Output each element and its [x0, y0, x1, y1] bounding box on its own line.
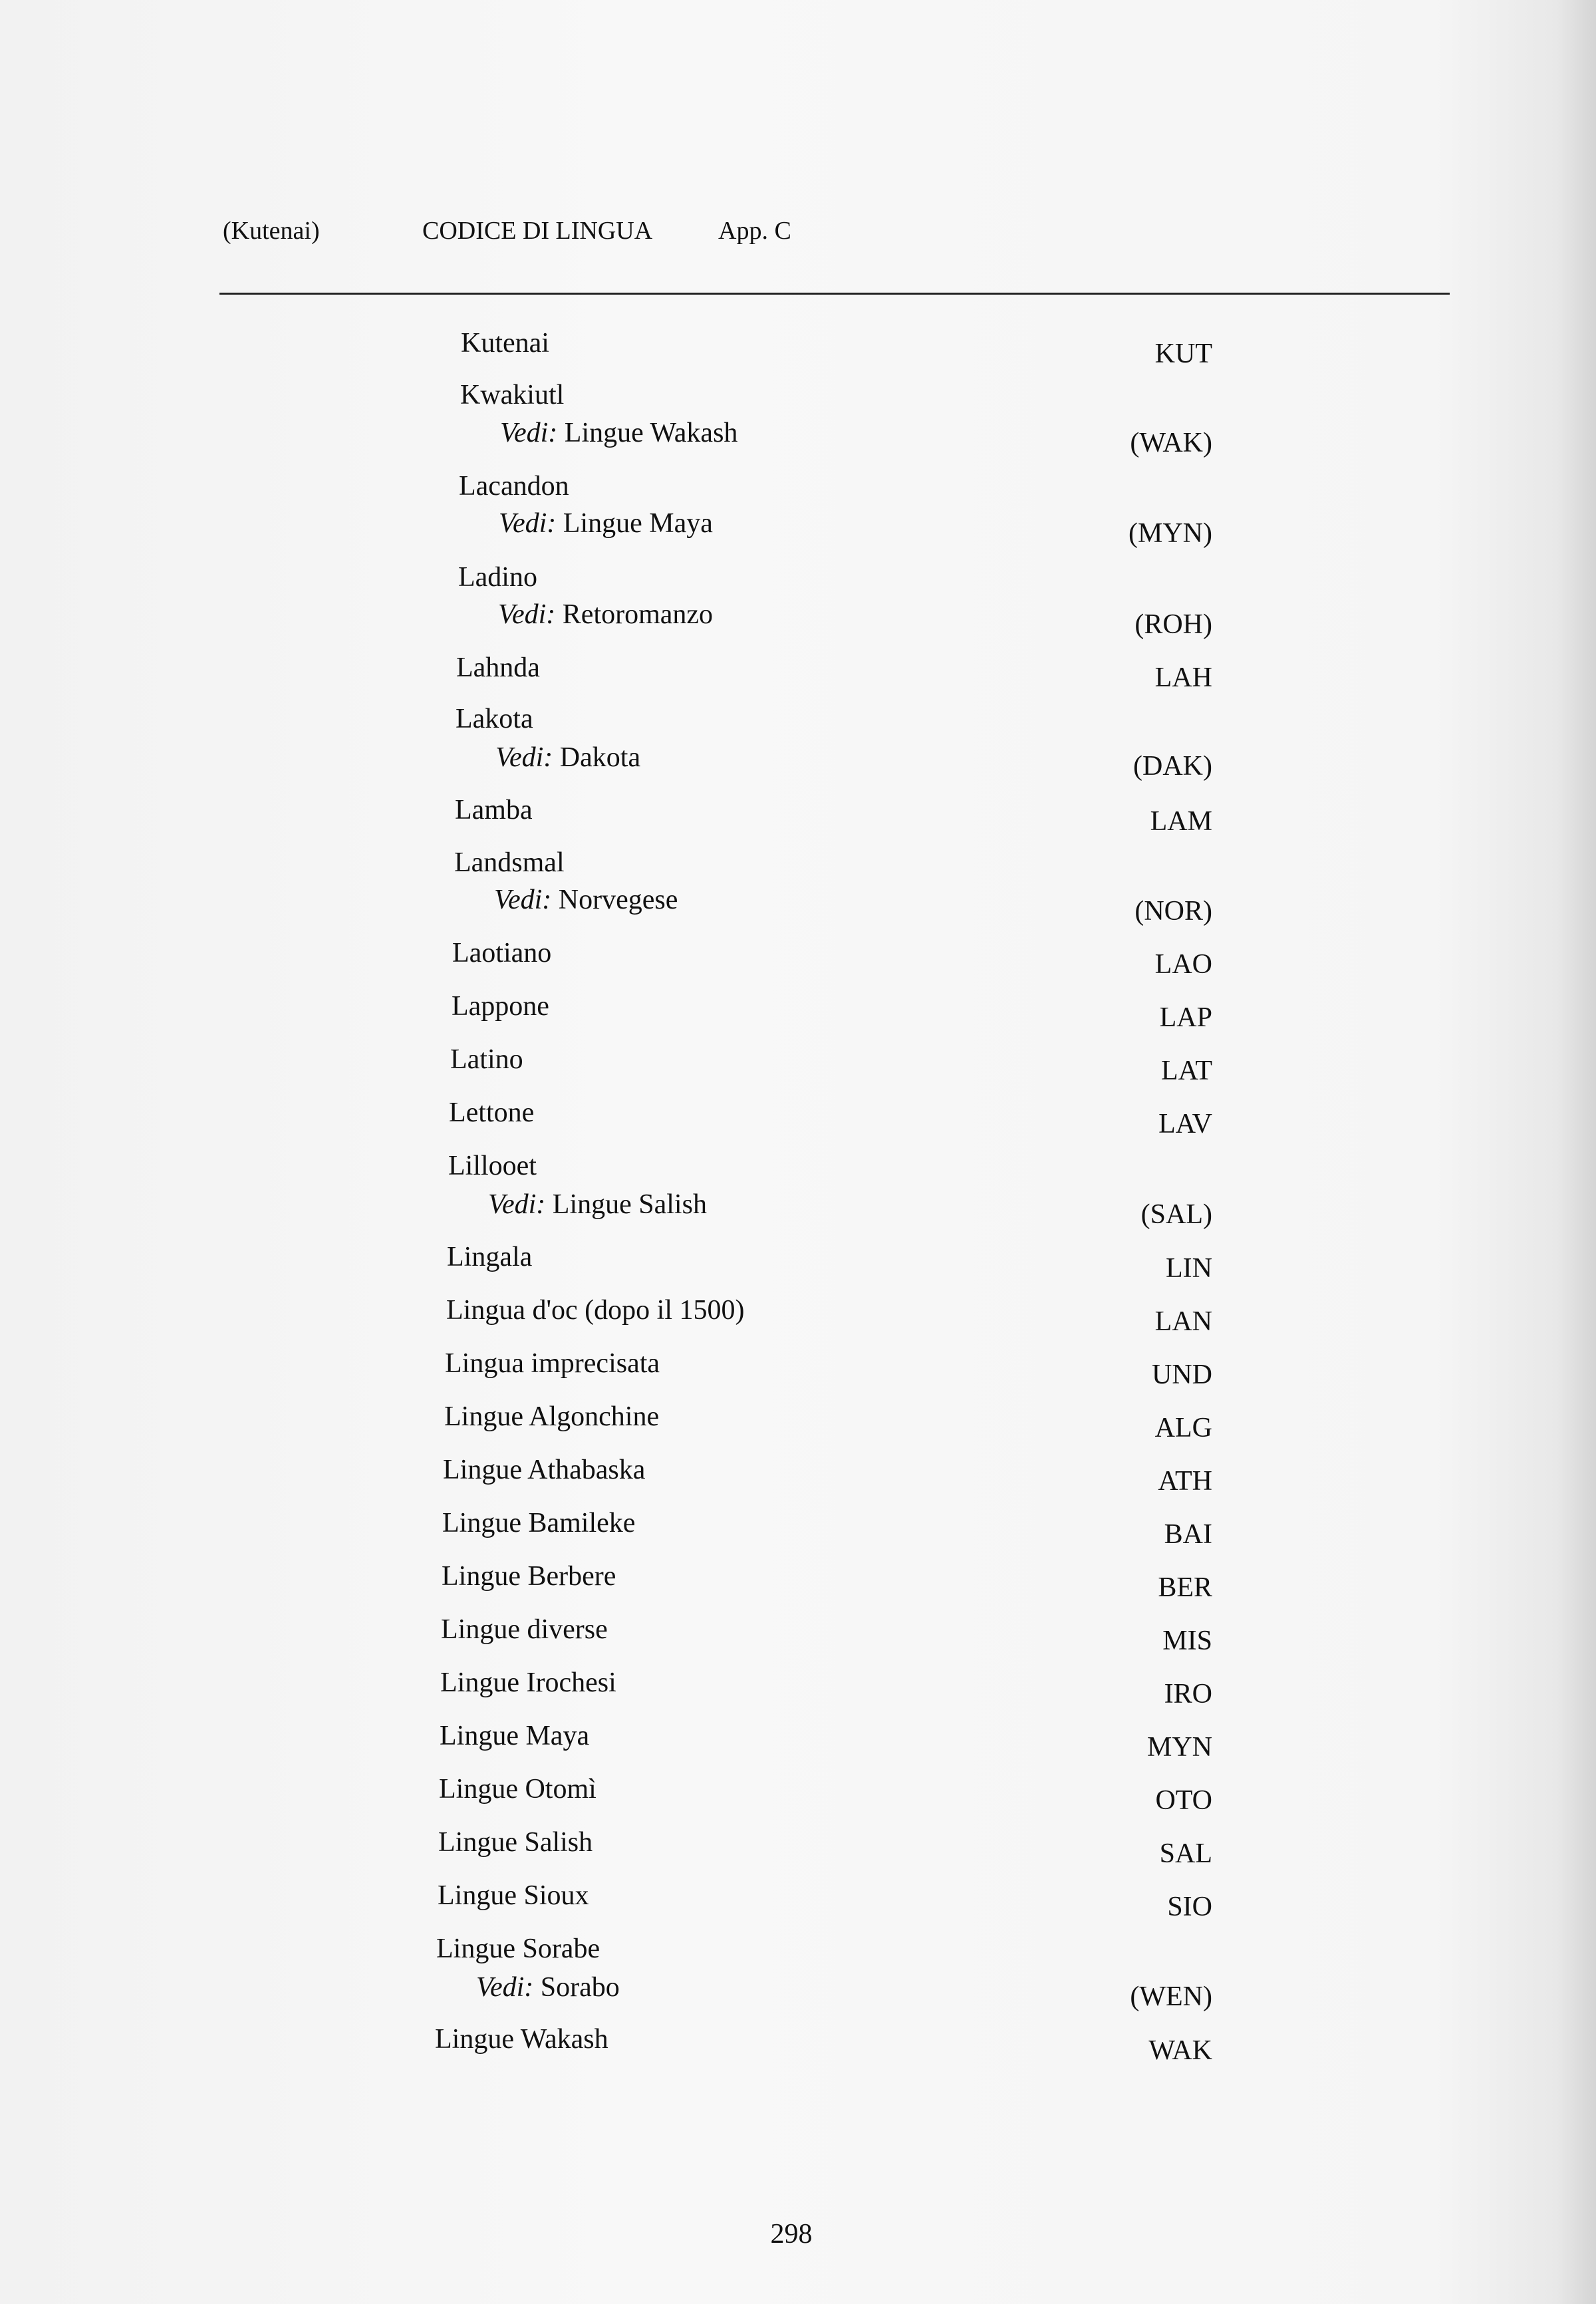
- see-target: Lingue Salish: [552, 1189, 707, 1220]
- header-appendix: App. C: [718, 217, 791, 245]
- see-reference: [494, 883, 678, 917]
- header-title: CODICE DI LINGUA: [422, 217, 653, 245]
- language-code: (WAK): [1130, 428, 1212, 458]
- language-code: (DAK): [1133, 751, 1212, 782]
- entry-term: Laotiano: [452, 938, 552, 968]
- see-target: Lingue Wakash: [564, 418, 738, 448]
- entry-term: Kutenai: [461, 328, 549, 359]
- language-code: LAO: [1154, 949, 1212, 980]
- entry-term: Lahnda: [456, 652, 540, 683]
- entry-term: Lingue Athabaska: [443, 1455, 646, 1485]
- language-code: LAM: [1150, 806, 1212, 837]
- entry-term: Lacandon: [459, 471, 569, 502]
- entry-term: Lingue Wakash: [435, 2024, 608, 2055]
- language-code: ATH: [1158, 1466, 1212, 1497]
- see-label: Vedi:: [494, 885, 552, 915]
- entry-term: Lappone: [452, 991, 549, 1022]
- see-target: Lingue Maya: [563, 508, 713, 539]
- see-reference: [500, 416, 737, 450]
- language-code: SAL: [1159, 1838, 1212, 1869]
- see-label: Vedi:: [500, 418, 558, 448]
- language-code: IRO: [1164, 1679, 1212, 1709]
- entry-term: Latino: [450, 1044, 523, 1075]
- see-reference: [488, 1187, 707, 1222]
- running-head: (Kutenai): [223, 217, 320, 245]
- language-code: ALG: [1154, 1413, 1212, 1443]
- see-label: Vedi:: [495, 742, 553, 773]
- entry-term: Lingue Berbere: [442, 1561, 616, 1592]
- language-code: BER: [1158, 1572, 1212, 1603]
- entry-term: Lettone: [449, 1097, 535, 1128]
- entry-term: Lingue diverse: [441, 1614, 608, 1645]
- language-code: (MYN): [1129, 518, 1212, 549]
- see-reference: [476, 1970, 620, 2005]
- see-target: Norvegese: [558, 885, 678, 915]
- see-target: Dakota: [559, 742, 641, 773]
- entry-term: Lingue Maya: [440, 1721, 590, 1751]
- language-code: MYN: [1146, 1732, 1212, 1763]
- language-code: LAP: [1159, 1002, 1212, 1033]
- entry-term: Kwakiutl: [460, 380, 565, 410]
- language-code: LAT: [1161, 1056, 1212, 1086]
- entry-term: Lakota: [456, 704, 533, 734]
- language-code: SIO: [1167, 1892, 1212, 1922]
- see-label: Vedi:: [499, 508, 557, 539]
- see-label: Vedi:: [476, 1972, 534, 2003]
- language-code: LAV: [1158, 1109, 1212, 1139]
- language-code: BAI: [1164, 1519, 1212, 1550]
- language-code: LIN: [1166, 1253, 1212, 1284]
- entry-term: Lillooet: [448, 1151, 537, 1181]
- entry-term: Lingue Bamileke: [442, 1508, 636, 1538]
- see-reference: [499, 506, 713, 541]
- language-code: OTO: [1155, 1785, 1212, 1816]
- entry-term: Lingue Sorabe: [436, 1934, 600, 1964]
- entry-term: Lingue Irochesi: [440, 1667, 616, 1698]
- entry-term: Lingue Otomì: [439, 1774, 597, 1804]
- language-code: LAH: [1154, 662, 1212, 693]
- language-code: (ROH): [1134, 609, 1212, 640]
- entry-term: Ladino: [458, 562, 537, 593]
- language-code: (WEN): [1130, 1981, 1212, 2012]
- entry-term: Lingua d'oc (dopo il 1500): [446, 1295, 745, 1326]
- entry-term: Lingue Salish: [438, 1827, 593, 1858]
- language-code: KUT: [1154, 339, 1212, 369]
- see-reference: [498, 597, 713, 632]
- language-code: UND: [1152, 1360, 1212, 1390]
- language-code: MIS: [1162, 1626, 1212, 1656]
- see-target: Retoromanzo: [562, 599, 714, 630]
- language-code: (SAL): [1140, 1199, 1212, 1230]
- entry-term: Lingue Sioux: [438, 1880, 589, 1911]
- language-code: WAK: [1148, 2035, 1212, 2066]
- see-target: Sorabo: [540, 1972, 620, 2003]
- see-reference: [495, 740, 640, 775]
- entry-term: Lingala: [447, 1242, 533, 1272]
- entry-term: Lingua imprecisata: [445, 1348, 660, 1379]
- entry-term: Lamba: [455, 795, 533, 825]
- entry-term: Lingue Algonchine: [444, 1401, 660, 1432]
- see-label: Vedi:: [498, 599, 556, 630]
- page-number: 298: [770, 2219, 813, 2249]
- entry-term: Landsmal: [454, 847, 565, 878]
- language-code: (NOR): [1134, 896, 1212, 927]
- see-label: Vedi:: [488, 1189, 546, 1220]
- language-code: LAN: [1154, 1306, 1212, 1337]
